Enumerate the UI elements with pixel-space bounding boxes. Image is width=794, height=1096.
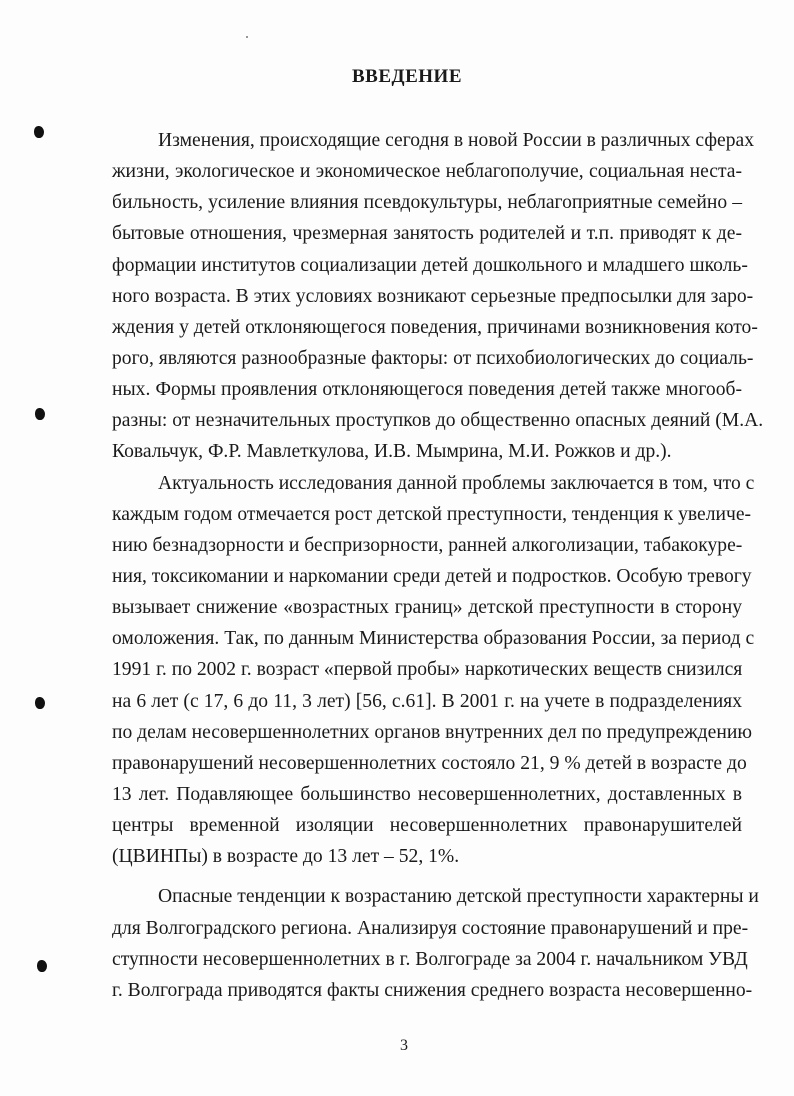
text-line: омоложения. Так, по данным Министерства образования России, за период с [112, 628, 755, 650]
text-line: Ковальчук, Ф.Р. Мавлеткулова, И.В. Мымрина, М.И. Рожков и др.). [112, 441, 672, 463]
page-number: 3 [400, 1037, 408, 1054]
text-line: Актуальность исследования данной проблемы заключается в том, что с [158, 472, 755, 494]
punch-hole-mark [35, 408, 45, 420]
text-line: рого, являются разнообразные факторы: от психобиологических до социаль- [112, 347, 754, 369]
scan-speck [246, 36, 248, 38]
text-line: 13 лет. Подавляющее большинство несовершеннолетних, доставленных в [112, 783, 742, 805]
text-line: формации институтов социализации детей дошкольного и младшего школь- [112, 254, 748, 276]
text-line: разны: от незначительных проступков до общественно опасных деяний (М.А. [112, 410, 764, 432]
punch-hole-mark [35, 697, 45, 709]
text-line: жизни, экологическое и экономическое неблагополучие, социальная неста- [112, 161, 742, 183]
text-line: ждения у детей отклоняющегося поведения, причинами возникновения кото- [112, 316, 758, 338]
text-line: для Волгоградского региона. Анализируя состояние правонарушений и пре- [112, 917, 749, 939]
text-line: г. Волгограда приводятся факты снижения среднего возраста несовершенно- [112, 979, 753, 1001]
punch-hole-mark [34, 126, 44, 138]
text-line: каждым годом отмечается рост детской преступности, тенденция к увеличе- [112, 503, 752, 525]
text-line: бильность, усиление влияния псевдокультуры, неблагоприятные семейно – [112, 192, 742, 214]
body-text [112, 125, 764, 1006]
text-line: ного возраста. В этих условиях возникают серьезные предпосылки для заро- [112, 285, 754, 307]
text-line: (ЦВИНПы) в возрасте до 13 лет – 52, 1%. [112, 846, 460, 868]
text-line: нию безнадзорности и беспризорности, ранней алкоголизации, табакокуре- [112, 534, 743, 556]
text-line: правонарушений несовершеннолетних состояло 21, 9 % детей в возрасте до [112, 752, 747, 774]
text-line: бытовые отношения, чрезмерная занятость родителей и т.п. приводят к де- [112, 223, 742, 245]
text-line: по делам несовершеннолетних органов внутренних дел по предупреждению [112, 721, 752, 743]
text-line: Изменения, происходящие сегодня в новой России в различных сферах [158, 130, 755, 151]
text-line: ступности несовершеннолетних в г. Волгограде за 2004 г. начальником УВД [112, 948, 748, 970]
text-line: на 6 лет (с 17, 6 до 11, 3 лет) [56, с.61]. В 2001 г. на учете в подразделениях [112, 690, 742, 712]
punch-hole-mark [37, 960, 47, 972]
text-line: ния, токсикомании и наркомании среди детей и подростков. Особую тревогу [112, 565, 752, 587]
text-line: вызывает снижение «возрастных границ» детской преступности в сторону [112, 597, 742, 619]
text-line: Опасные тенденции к возрастанию детской преступности характерны и [158, 886, 759, 908]
text-line: ных. Формы проявления отклоняющегося поведения детей также многооб- [112, 379, 742, 401]
page-title: ВВЕДЕНИЕ [352, 66, 462, 87]
text-line: центры временной изоляции несовершеннолетних правонарушителей [112, 815, 742, 837]
text-line: 1991 г. по 2002 г. возраст «первой пробы» наркотических веществ снизился [112, 659, 743, 681]
